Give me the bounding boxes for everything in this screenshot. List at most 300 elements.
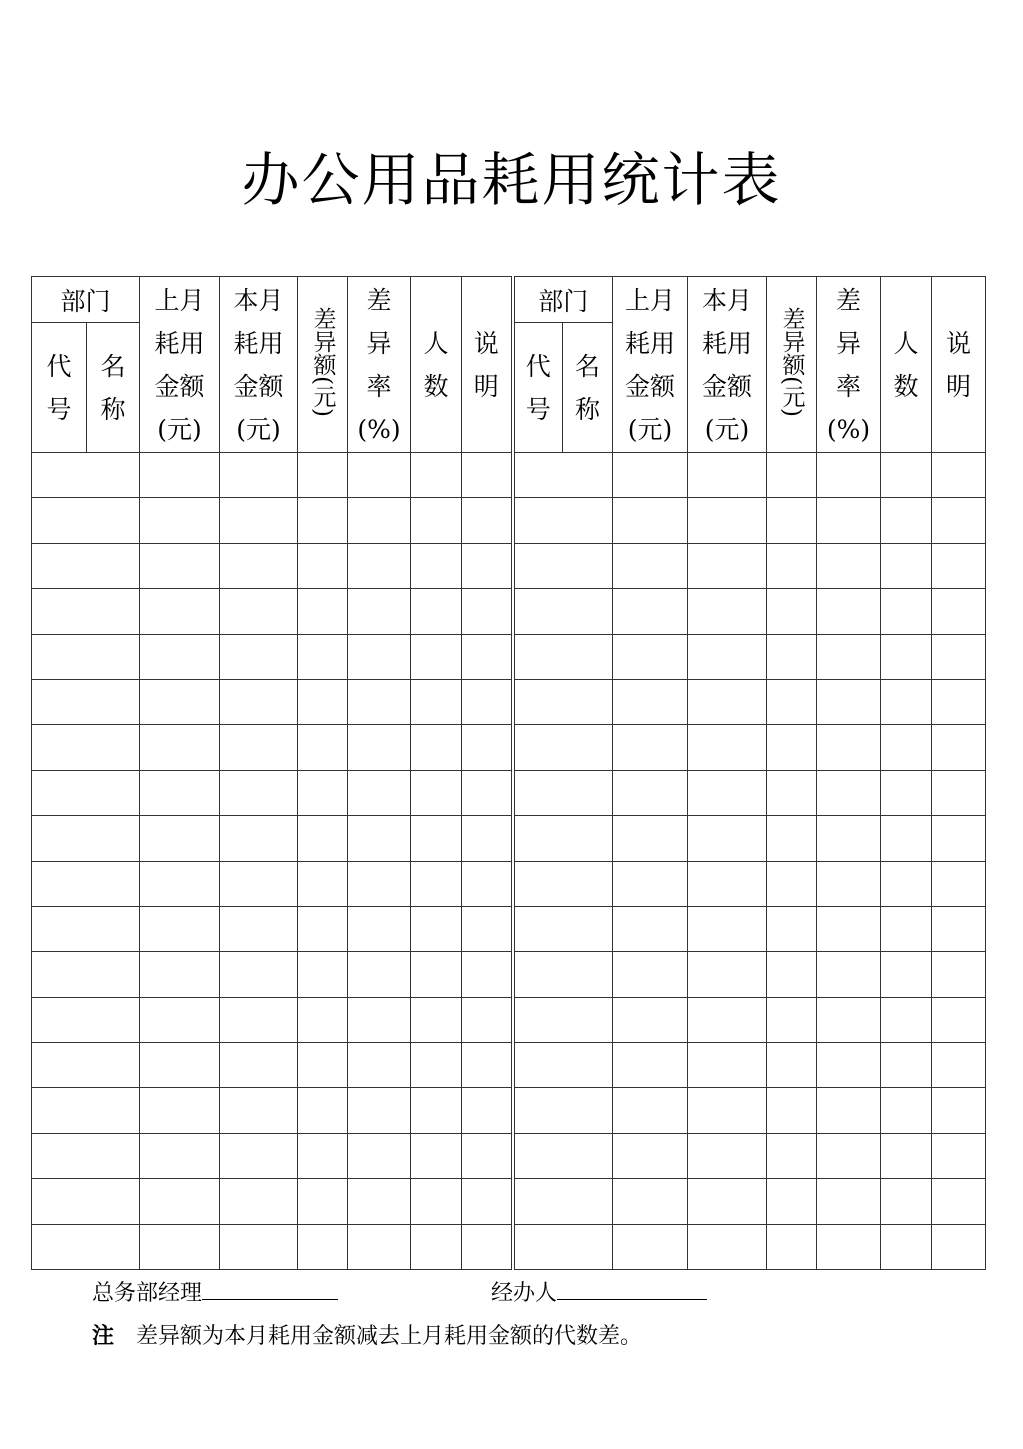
table-cell[interactable] — [767, 589, 817, 634]
table-cell[interactable] — [411, 1043, 462, 1088]
table-cell[interactable] — [881, 589, 932, 634]
this-month-header — [688, 277, 767, 453]
table-cell[interactable] — [411, 1133, 462, 1178]
table-cell[interactable] — [140, 861, 220, 906]
table-cell[interactable] — [220, 952, 298, 997]
table-cell[interactable] — [411, 634, 462, 679]
table-cell[interactable] — [881, 1133, 932, 1178]
header-label-line: (元) — [704, 414, 750, 444]
table-cell[interactable] — [32, 498, 140, 543]
table-cell[interactable] — [220, 861, 298, 906]
header-label-line: 上月 — [154, 285, 205, 315]
manager-label: 总务部经理 — [92, 1281, 203, 1306]
table-cell[interactable] — [767, 453, 817, 498]
table-cell[interactable] — [220, 543, 298, 588]
table-cell[interactable] — [817, 906, 881, 951]
table-cell[interactable] — [817, 770, 881, 815]
header-label-line: 名 — [100, 351, 126, 381]
table-cell[interactable] — [513, 1133, 613, 1178]
consumption-table — [31, 276, 986, 1270]
table-cell[interactable] — [32, 679, 140, 724]
table-cell[interactable] — [32, 1043, 140, 1088]
table-cell[interactable] — [932, 453, 986, 498]
table-cell[interactable] — [817, 1043, 881, 1088]
header-label-line: 金额 — [702, 371, 753, 401]
table-cell[interactable] — [140, 589, 220, 634]
table-row — [32, 1224, 986, 1269]
table-cell[interactable] — [767, 543, 817, 588]
table-cell[interactable] — [140, 1224, 220, 1269]
table-cell[interactable] — [140, 725, 220, 770]
table-cell[interactable] — [462, 589, 513, 634]
table-cell[interactable] — [513, 453, 613, 498]
table-cell[interactable] — [32, 589, 140, 634]
table-cell[interactable] — [348, 1224, 411, 1269]
table-cell[interactable] — [140, 952, 220, 997]
table-cell[interactable] — [932, 589, 986, 634]
table-cell[interactable] — [881, 1043, 932, 1088]
table-cell[interactable] — [462, 861, 513, 906]
table-cell[interactable] — [932, 634, 986, 679]
table-cell[interactable] — [513, 1088, 613, 1133]
table-cell[interactable] — [220, 498, 298, 543]
table-cell[interactable] — [767, 634, 817, 679]
table-cell[interactable] — [881, 816, 932, 861]
table-cell[interactable] — [817, 543, 881, 588]
note-label: 注 — [92, 1324, 115, 1349]
table-cell[interactable] — [932, 543, 986, 588]
table-cell[interactable] — [140, 453, 220, 498]
table-cell[interactable] — [932, 1133, 986, 1178]
table-cell[interactable] — [348, 906, 411, 951]
table-cell[interactable] — [817, 725, 881, 770]
table-cell[interactable] — [613, 453, 688, 498]
table-cell[interactable] — [767, 861, 817, 906]
table-cell[interactable] — [462, 543, 513, 588]
table-cell[interactable] — [613, 906, 688, 951]
table-cell[interactable] — [220, 997, 298, 1042]
table-cell[interactable] — [767, 679, 817, 724]
table-cell[interactable] — [298, 453, 348, 498]
table-cell[interactable] — [932, 679, 986, 724]
table-cell[interactable] — [767, 498, 817, 543]
table-cell[interactable] — [881, 1224, 932, 1269]
table-cell[interactable] — [411, 679, 462, 724]
table-cell[interactable] — [140, 543, 220, 588]
table-cell[interactable] — [767, 816, 817, 861]
table-cell[interactable] — [688, 952, 767, 997]
table-cell[interactable] — [881, 453, 932, 498]
table-cell[interactable] — [817, 1133, 881, 1178]
table-cell[interactable] — [462, 634, 513, 679]
table-cell[interactable] — [298, 1043, 348, 1088]
table-cell[interactable] — [32, 1133, 140, 1178]
table-cell[interactable] — [411, 1088, 462, 1133]
header-label-line: 数 — [423, 371, 449, 401]
table-cell[interactable] — [613, 634, 688, 679]
table-cell[interactable] — [220, 453, 298, 498]
table-cell[interactable] — [613, 1043, 688, 1088]
table-cell[interactable] — [411, 861, 462, 906]
table-cell[interactable] — [881, 861, 932, 906]
table-cell[interactable] — [140, 816, 220, 861]
table-cell[interactable] — [817, 679, 881, 724]
table-cell[interactable] — [513, 816, 613, 861]
table-cell[interactable] — [462, 906, 513, 951]
table-cell[interactable] — [932, 952, 986, 997]
table-row — [32, 997, 986, 1042]
table-cell[interactable] — [462, 1043, 513, 1088]
table-cell[interactable] — [881, 634, 932, 679]
table-cell[interactable] — [817, 498, 881, 543]
table-row — [32, 861, 986, 906]
table-cell[interactable] — [298, 634, 348, 679]
table-cell[interactable] — [932, 997, 986, 1042]
table-cell[interactable] — [817, 589, 881, 634]
table-cell[interactable] — [411, 453, 462, 498]
table-cell[interactable] — [348, 1179, 411, 1224]
manager-signature-line — [92, 1279, 338, 1309]
headcount-header — [411, 277, 462, 453]
table-cell[interactable] — [613, 997, 688, 1042]
table-row — [32, 906, 986, 951]
table-cell[interactable] — [688, 1088, 767, 1133]
table-cell[interactable] — [932, 498, 986, 543]
table-cell[interactable] — [298, 952, 348, 997]
table-cell[interactable] — [688, 453, 767, 498]
table-cell[interactable] — [220, 1043, 298, 1088]
table-cell[interactable] — [220, 1179, 298, 1224]
table-cell[interactable] — [298, 816, 348, 861]
table-cell[interactable] — [688, 543, 767, 588]
table-cell[interactable] — [932, 906, 986, 951]
table-cell[interactable] — [220, 634, 298, 679]
header-label-line: 金额 — [625, 371, 676, 401]
table-cell[interactable] — [411, 816, 462, 861]
diff-amount-header: 差异额(元) — [298, 277, 348, 453]
table-cell[interactable] — [513, 861, 613, 906]
table-cell[interactable] — [298, 543, 348, 588]
table-cell[interactable] — [817, 453, 881, 498]
table-cell[interactable] — [688, 1043, 767, 1088]
table-cell[interactable] — [688, 589, 767, 634]
table-cell[interactable] — [348, 725, 411, 770]
table-cell[interactable] — [513, 1224, 613, 1269]
header-label-line: 称 — [575, 394, 601, 424]
table-cell[interactable] — [932, 1088, 986, 1133]
table-cell[interactable] — [513, 543, 613, 588]
table-cell[interactable] — [688, 634, 767, 679]
table-cell[interactable] — [140, 1179, 220, 1224]
table-cell[interactable] — [513, 906, 613, 951]
table-cell[interactable] — [411, 1179, 462, 1224]
table-cell[interactable] — [767, 1179, 817, 1224]
table-cell[interactable] — [881, 1179, 932, 1224]
table-cell[interactable] — [881, 952, 932, 997]
table-cell[interactable] — [613, 952, 688, 997]
remark-header — [932, 277, 986, 453]
table-cell[interactable] — [462, 816, 513, 861]
table-cell[interactable] — [688, 906, 767, 951]
table-cell[interactable] — [513, 634, 613, 679]
table-cell[interactable] — [767, 997, 817, 1042]
table-cell[interactable] — [613, 816, 688, 861]
table-cell[interactable] — [932, 861, 986, 906]
table-cell[interactable] — [688, 770, 767, 815]
table-cell[interactable] — [298, 1224, 348, 1269]
table-cell[interactable] — [32, 952, 140, 997]
table-cell[interactable] — [140, 770, 220, 815]
table-cell[interactable] — [348, 1088, 411, 1133]
header-label-line: 本月 — [702, 285, 753, 315]
table-cell[interactable] — [817, 1224, 881, 1269]
table-cell[interactable] — [881, 725, 932, 770]
table-cell[interactable] — [881, 679, 932, 724]
table-cell[interactable] — [411, 770, 462, 815]
table-cell[interactable] — [298, 1133, 348, 1178]
table-cell[interactable] — [613, 589, 688, 634]
table-cell[interactable] — [513, 1179, 613, 1224]
dept-header: 部门 — [32, 277, 140, 323]
table-cell[interactable] — [462, 770, 513, 815]
table-cell[interactable] — [298, 997, 348, 1042]
table-cell[interactable] — [348, 1133, 411, 1178]
table-cell[interactable] — [220, 725, 298, 770]
table-cell[interactable] — [932, 1179, 986, 1224]
table-cell[interactable] — [613, 679, 688, 724]
table-cell[interactable] — [220, 906, 298, 951]
table-cell[interactable] — [298, 1088, 348, 1133]
note-text: 差异额为本月耗用金额减去上月耗用金额的代数差。 — [136, 1324, 643, 1349]
table-cell[interactable] — [513, 770, 613, 815]
table-cell[interactable] — [220, 589, 298, 634]
header-label-line: 异 — [366, 328, 392, 358]
table-cell[interactable] — [140, 1133, 220, 1178]
table-cell[interactable] — [613, 1224, 688, 1269]
table-cell[interactable] — [32, 1179, 140, 1224]
name-header — [87, 323, 140, 453]
table-cell[interactable] — [411, 906, 462, 951]
table-cell[interactable] — [881, 770, 932, 815]
table-cell[interactable] — [767, 770, 817, 815]
table-cell[interactable] — [348, 861, 411, 906]
table-row — [32, 679, 986, 724]
table-cell[interactable] — [348, 952, 411, 997]
table-cell[interactable] — [220, 1133, 298, 1178]
table-cell[interactable] — [298, 770, 348, 815]
table-cell[interactable] — [613, 725, 688, 770]
table-cell[interactable] — [348, 770, 411, 815]
table-cell[interactable] — [688, 1133, 767, 1178]
table-cell[interactable] — [32, 906, 140, 951]
note — [92, 1322, 642, 1352]
header-label-line: 耗用 — [625, 328, 676, 358]
table-cell[interactable] — [817, 816, 881, 861]
table-cell[interactable] — [348, 634, 411, 679]
table-cell[interactable] — [688, 498, 767, 543]
table-cell[interactable] — [32, 770, 140, 815]
table-cell[interactable] — [348, 1043, 411, 1088]
table-cell[interactable] — [688, 861, 767, 906]
table-cell[interactable] — [411, 1224, 462, 1269]
handler-label: 经办人 — [491, 1281, 558, 1306]
header-label-line: (元) — [627, 414, 673, 444]
table-cell[interactable] — [932, 770, 986, 815]
table-row — [32, 952, 986, 997]
table-cell[interactable] — [140, 679, 220, 724]
table-cell[interactable] — [348, 543, 411, 588]
table-cell[interactable] — [513, 997, 613, 1042]
last-month-header — [140, 277, 220, 453]
table-cell[interactable] — [613, 1179, 688, 1224]
table-cell[interactable] — [462, 679, 513, 724]
header-label-line: (元) — [157, 414, 202, 444]
table-cell[interactable] — [688, 997, 767, 1042]
table-cell[interactable] — [881, 906, 932, 951]
table-cell[interactable] — [32, 453, 140, 498]
table-cell[interactable] — [298, 906, 348, 951]
table-cell[interactable] — [513, 725, 613, 770]
table-cell[interactable] — [32, 861, 140, 906]
table-cell[interactable] — [462, 952, 513, 997]
table-cell[interactable] — [411, 589, 462, 634]
table-cell[interactable] — [767, 1043, 817, 1088]
header-label-line: 耗用 — [702, 328, 753, 358]
header-label-line: 差 — [836, 285, 862, 315]
table-cell[interactable] — [32, 543, 140, 588]
table-cell[interactable] — [220, 1224, 298, 1269]
table-cell[interactable] — [688, 1179, 767, 1224]
table-cell[interactable] — [140, 498, 220, 543]
table-cell[interactable] — [348, 453, 411, 498]
table-cell[interactable] — [817, 1088, 881, 1133]
table-cell[interactable] — [140, 1043, 220, 1088]
header-label-line: (%) — [357, 414, 401, 444]
table-cell[interactable] — [817, 861, 881, 906]
table-cell[interactable] — [688, 725, 767, 770]
table-cell[interactable] — [932, 725, 986, 770]
table-cell[interactable] — [462, 725, 513, 770]
table-cell[interactable] — [462, 997, 513, 1042]
table-cell[interactable] — [817, 952, 881, 997]
table-cell[interactable] — [298, 589, 348, 634]
table-cell[interactable] — [613, 1133, 688, 1178]
handler-signature-line — [491, 1279, 707, 1309]
table-cell[interactable] — [220, 770, 298, 815]
table-cell[interactable] — [140, 906, 220, 951]
table-cell[interactable] — [881, 1088, 932, 1133]
table-cell[interactable] — [688, 1224, 767, 1269]
table-cell[interactable] — [688, 679, 767, 724]
form-title: 办公用品耗用统计表 — [241, 146, 782, 214]
table-cell[interactable] — [140, 1088, 220, 1133]
table-cell[interactable] — [348, 679, 411, 724]
table-cell[interactable] — [411, 498, 462, 543]
table-cell[interactable] — [767, 906, 817, 951]
table-row — [32, 498, 986, 543]
table-cell[interactable] — [932, 1224, 986, 1269]
table-cell[interactable] — [348, 816, 411, 861]
table-cell[interactable] — [220, 1088, 298, 1133]
table-cell[interactable] — [348, 997, 411, 1042]
table-cell[interactable] — [462, 1179, 513, 1224]
table-cell[interactable] — [462, 453, 513, 498]
table-cell[interactable] — [767, 725, 817, 770]
table-cell[interactable] — [462, 1088, 513, 1133]
table-cell[interactable] — [32, 997, 140, 1042]
table-cell[interactable] — [140, 634, 220, 679]
table-cell[interactable] — [32, 1088, 140, 1133]
table-cell[interactable] — [462, 1224, 513, 1269]
table-cell[interactable] — [32, 634, 140, 679]
table-cell[interactable] — [220, 679, 298, 724]
table-cell[interactable] — [298, 498, 348, 543]
table-cell[interactable] — [513, 952, 613, 997]
table-cell[interactable] — [767, 1224, 817, 1269]
handler-signature-field[interactable] — [557, 1279, 707, 1300]
table-cell[interactable] — [513, 589, 613, 634]
table-cell[interactable] — [220, 816, 298, 861]
table-row — [32, 1179, 986, 1224]
table-cell[interactable] — [348, 589, 411, 634]
table-cell[interactable] — [513, 498, 613, 543]
table-cell[interactable] — [298, 679, 348, 724]
table-cell[interactable] — [767, 1133, 817, 1178]
table-cell[interactable] — [613, 861, 688, 906]
table-cell[interactable] — [767, 952, 817, 997]
table-cell[interactable] — [411, 952, 462, 997]
table-cell[interactable] — [462, 498, 513, 543]
table-cell[interactable] — [767, 1088, 817, 1133]
table-cell[interactable] — [32, 725, 140, 770]
table-cell[interactable] — [32, 1224, 140, 1269]
table-cell[interactable] — [613, 1088, 688, 1133]
name-header — [563, 323, 613, 453]
table-cell[interactable] — [348, 498, 411, 543]
table-cell[interactable] — [411, 997, 462, 1042]
table-cell[interactable] — [932, 816, 986, 861]
table-cell[interactable] — [613, 498, 688, 543]
table-row — [32, 543, 986, 588]
table-cell[interactable] — [411, 725, 462, 770]
table-cell[interactable] — [817, 1179, 881, 1224]
manager-signature-field[interactable] — [202, 1279, 338, 1300]
table-cell[interactable] — [298, 1179, 348, 1224]
table-cell[interactable] — [881, 498, 932, 543]
table-cell[interactable] — [817, 634, 881, 679]
table-cell[interactable] — [613, 543, 688, 588]
table-cell[interactable] — [613, 770, 688, 815]
table-cell[interactable] — [881, 997, 932, 1042]
table-cell[interactable] — [881, 543, 932, 588]
table-row — [32, 1088, 986, 1133]
table-row — [32, 453, 986, 498]
table-cell[interactable] — [932, 1043, 986, 1088]
table-cell[interactable] — [688, 816, 767, 861]
table-cell[interactable] — [140, 997, 220, 1042]
table-cell[interactable] — [817, 997, 881, 1042]
table-cell[interactable] — [32, 816, 140, 861]
this-month-header — [220, 277, 298, 453]
table-cell[interactable] — [513, 679, 613, 724]
table-cell[interactable] — [298, 861, 348, 906]
header-label-line: 号 — [46, 394, 72, 424]
table-cell[interactable] — [513, 1043, 613, 1088]
table-cell[interactable] — [298, 725, 348, 770]
table-cell[interactable] — [462, 1133, 513, 1178]
header-label-line: 人 — [423, 328, 449, 358]
table-cell[interactable] — [411, 543, 462, 588]
